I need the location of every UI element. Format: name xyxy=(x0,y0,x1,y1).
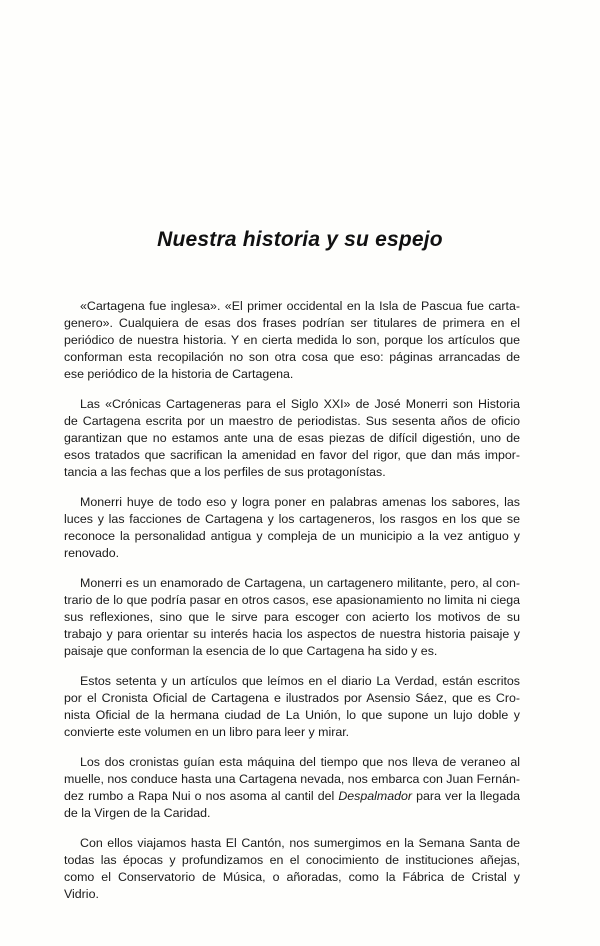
text-line: «Cartagena fue inglesa». «El primer occidental en la Isla de Pascua fue carta- xyxy=(80,299,520,313)
text-line: garantizan que no estamos ante una de esas piezas de difícil digestión, uno de xyxy=(64,431,520,445)
text-line: genero». Cualquiera de esas dos frases podrían ser titulares de primera en el xyxy=(64,316,520,330)
text-line: dez rumbo a Rapa Nui o nos asoma al cantil del Despalmador para ver la llegada xyxy=(64,789,520,803)
text-line: periódico de nuestra historia. Y en cierta medida lo son, porque los artículos que xyxy=(64,333,520,347)
text-line: paisaje que conforman la esencia de lo que Cartagena ha sido y es. xyxy=(64,644,438,658)
text-line: Con ellos viajamos hasta El Cantón, nos sumergimos en la Semana Santa de xyxy=(80,836,520,850)
paragraph xyxy=(64,673,520,741)
paragraph xyxy=(64,298,520,383)
text-line: ese periódico de la historia de Cartagena. xyxy=(64,367,294,381)
text-line: reconoce la personalidad antigua y compleja de un municipio a la vez antiguo y xyxy=(64,529,520,543)
text-line: Las «Crónicas Cartageneras para el Siglo XXI» de José Monerri son Historia xyxy=(80,397,520,411)
paragraph xyxy=(64,494,520,562)
paragraph xyxy=(64,575,520,660)
text-line: conforman esta recopilación no son otra cosa que eso: páginas arrancadas de xyxy=(64,350,520,364)
text-line: Vidrio. xyxy=(64,887,99,901)
italic-title: Despalmador xyxy=(338,789,413,803)
text-line: trario de lo que podría pasar en otros casos, ese apasionamiento no limita ni ciega xyxy=(64,593,520,607)
text-line: convierte este volumen en un libro para leer y mirar. xyxy=(64,725,350,739)
text-line: esos tratados que sacrifican la amenidad en favor del rigor, que dan más impor- xyxy=(64,448,520,462)
text-line: de la Virgen de la Caridad. xyxy=(64,806,211,820)
text-line: Monerri es un enamorado de Cartagena, un cartagenero militante, pero, al con- xyxy=(80,576,520,590)
text-line: Los dos cronistas guían esta máquina del tiempo que nos lleva de veraneo al xyxy=(80,755,520,769)
text-line: trabajo y para orientar su interés hacia los aspectos de nuestra historia paisaje y xyxy=(64,627,520,641)
paragraph xyxy=(64,835,520,903)
page-title: Nuestra historia y su espejo xyxy=(157,228,443,251)
text-line: sus reflexiones, sino que le sirve para escoger con acierto los motivos de su xyxy=(64,610,520,624)
text-line: muelle, nos conduce hasta una Cartagena nevada, nos embarca con Juan Fernán- xyxy=(64,772,520,786)
text-line: tancia a las fechas que a los perfiles de sus protagonístas. xyxy=(64,465,386,479)
paragraph xyxy=(64,754,520,822)
text-line: luces y las facciones de Cartagena y los cartageneros, los rasgos en los que se xyxy=(64,512,520,526)
text-line: todas las épocas y profundizamos en el conocimiento de instituciones añejas, xyxy=(64,853,520,867)
text-line: Monerri huye de todo eso y logra poner en palabras amenas los sabores, las xyxy=(80,495,520,509)
body-text xyxy=(64,298,520,916)
text-line: como el Conservatorio de Música, o añoradas, como la Fábrica de Cristal y xyxy=(64,870,520,884)
text-line: Estos setenta y un artículos que leímos en el diario La Verdad, están escritos xyxy=(80,674,520,688)
text-line: nista Oficial de la hermana ciudad de La Unión, lo que supone un lujo doble y xyxy=(64,708,520,722)
paragraph xyxy=(64,396,520,481)
text-line: renovado. xyxy=(64,546,120,560)
text-line: por el Cronista Oficial de Cartagena e ilustrados por Asensio Sáez, que es Cro- xyxy=(64,691,520,705)
text-line: de Cartagena escrita por un maestro de periodistas. Sus sesenta años de oficio xyxy=(64,414,520,428)
